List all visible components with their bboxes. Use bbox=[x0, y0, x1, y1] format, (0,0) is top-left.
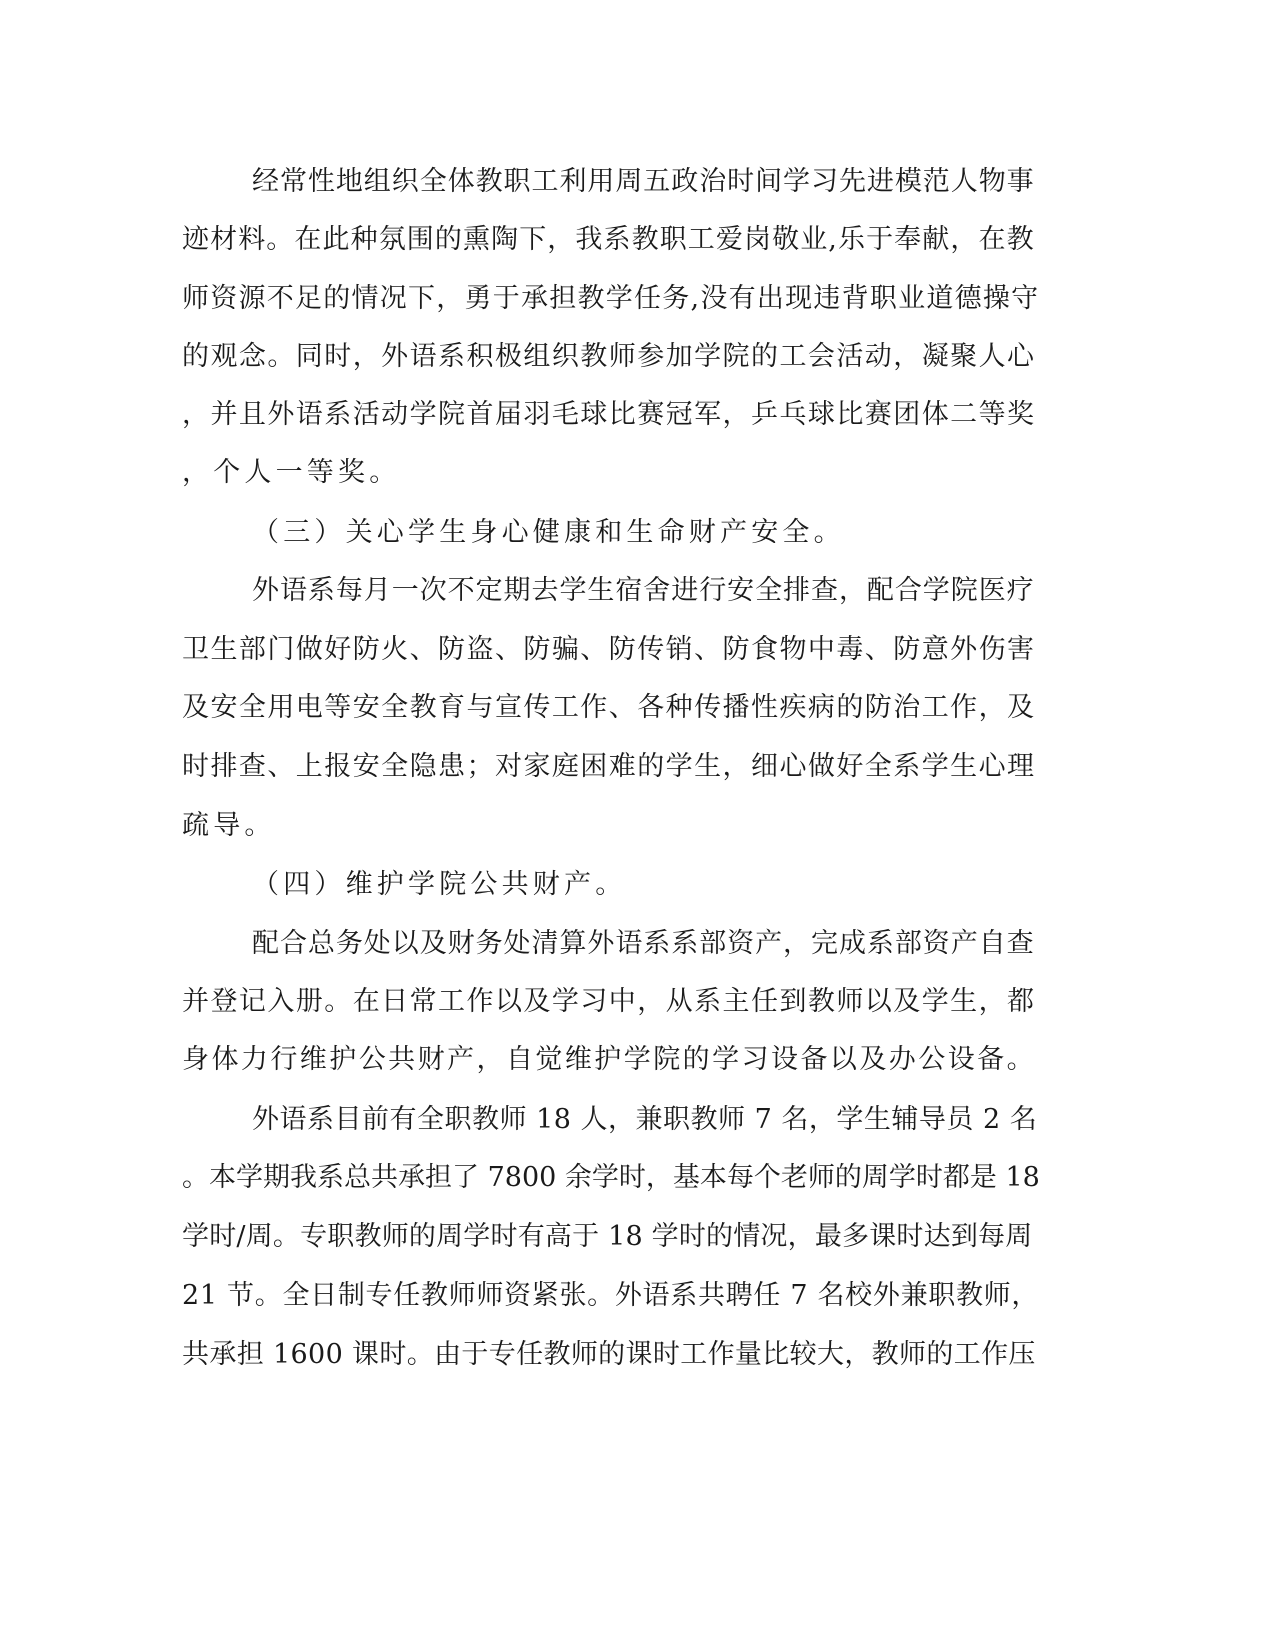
text-line: 共承担 1600 课时。由于专任教师的课时工作量比较大，教师的工作压 bbox=[182, 1339, 1036, 1370]
text-line: 学时/周。专职教师的周学时有高于 18 学时的情况，最多课时达到每周 bbox=[182, 1221, 1033, 1252]
text-line: 外语系目前有全职教师 18 人，兼职教师 7 名，学生辅导员 2 名 bbox=[252, 1104, 1038, 1135]
text-line: ，个人一等奖。 bbox=[182, 457, 401, 488]
text-line: 的观念。同时，外语系积极组织教师参加学院的工会活动，凝聚人心 bbox=[182, 341, 1036, 372]
text-line: 迹材料。在此种氛围的熏陶下，我系教职工爱岗敬业,乐于奉献，在教 bbox=[182, 224, 1035, 255]
text-line: 师资源不足的情况下，勇于承担教学任务,没有出现违背职业道德操守 bbox=[182, 283, 1040, 314]
section-heading: （四）维护学院公共财产。 bbox=[252, 869, 627, 900]
text-line: 经常性地组织全体教职工利用周五政治时间学习先进模范人物事 bbox=[252, 166, 1035, 197]
text-line: 及安全用电等安全教育与宣传工作、各种传播性疾病的防治工作，及 bbox=[182, 692, 1036, 723]
section-heading: （三）关心学生身心健康和生命财产安全。 bbox=[252, 517, 845, 548]
text-line: 21 节。全日制专任教师师资紧张。外语系共聘任 7 名校外兼职教师， bbox=[182, 1280, 1040, 1311]
text-line: 。本学期我系总共承担了 7800 余学时，基本每个老师的周学时都是 18 bbox=[182, 1162, 1040, 1193]
text-line: 外语系每月一次不定期去学生宿舍进行安全排查，配合学院医疗 bbox=[252, 575, 1035, 606]
text-line: 疏导。 bbox=[182, 810, 276, 841]
text-line: 时排查、上报安全隐患；对家庭困难的学生，细心做好全系学生心理 bbox=[182, 751, 1036, 782]
text-line: 并登记入册。在日常工作以及学习中，从系主任到教师以及学生，都 bbox=[182, 986, 1036, 1017]
text-line: ，并且外语系活动学院首届羽毛球比赛冠军，乒乓球比赛团体二等奖 bbox=[182, 399, 1036, 430]
text-line: 卫生部门做好防火、防盗、防骗、防传销、防食物中毒、防意外伤害 bbox=[182, 634, 1036, 665]
text-line: 配合总务处以及财务处清算外语系系部资产，完成系部资产自查 bbox=[252, 928, 1035, 959]
text-line: 身体力行维护公共财产，自觉维护学院的学习设备以及办公设备。 bbox=[182, 1044, 1037, 1075]
